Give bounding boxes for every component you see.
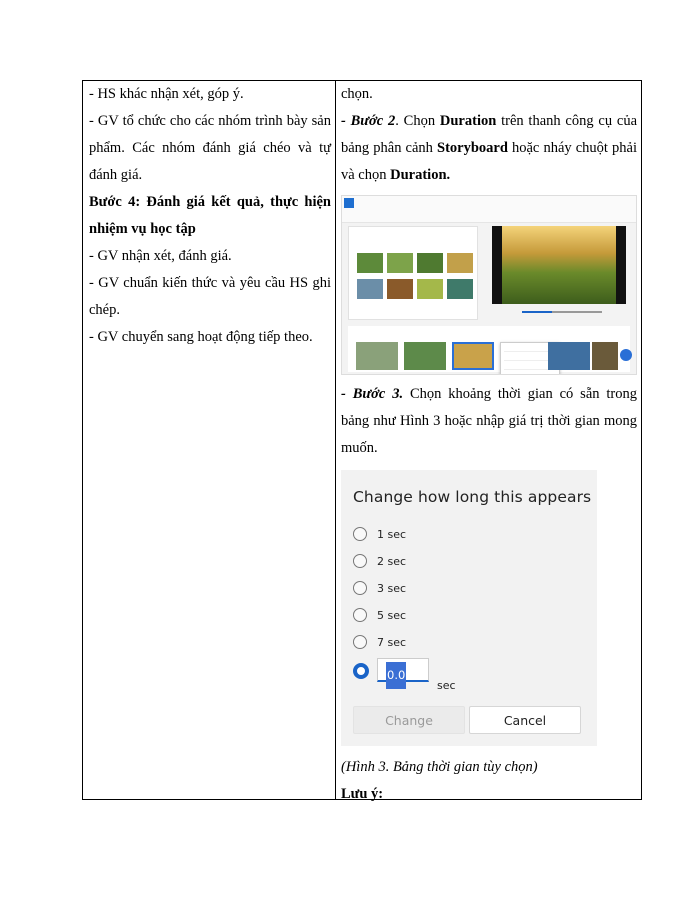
step3-paragraph: - Bước 3. Chọn khoảng thời gian có sẵn trong bảng như Hình 3 hoặc nhập giá trị thời gian mong muốn. [341,386,638,456]
left-line-5: - GV chuyển sang hoạt động tiếp theo. [89,329,313,345]
preview-image [502,226,616,304]
radio-icon[interactable] [353,581,367,595]
left-line-2: - GV tổ chức cho các nhóm trình bày sản phẩm. Các nhóm đánh giá chéo và tự đánh giá. [89,113,331,183]
radio-icon[interactable] [353,527,367,541]
step4-text: Bước 4: Đánh giá kết quả, thực hiện nhiệm vụ học tập [89,194,331,237]
playback-bar [492,308,626,316]
option-label: 5 sec [377,608,407,622]
next-arrow-icon [620,349,632,361]
app-icon [344,198,354,208]
custom-duration-value: 0.0 [386,662,406,689]
storyboard-card-selected [452,342,494,370]
step2-label: - Bước 2 [341,113,396,129]
library-thumb [387,253,413,273]
custom-radio-selected-icon[interactable] [353,663,369,679]
storyboard-card [592,342,618,370]
content-table [82,80,642,800]
library-thumb [417,253,443,273]
unit-label: sec [437,679,456,692]
option-label: 2 sec [377,554,407,568]
step3-label: - Bước 3. [341,386,404,402]
option-label: 1 sec [377,527,407,541]
option-7-sec[interactable] [353,632,406,652]
left-line-1: - HS khác nhận xét, góp ý. [89,86,244,102]
note-heading: Lưu ý: [341,786,384,802]
library-thumb [387,279,413,299]
library-thumb [447,253,473,273]
step4-heading [89,189,331,243]
option-3-sec[interactable] [353,578,406,598]
library-thumb [357,253,383,273]
radio-icon[interactable] [353,608,367,622]
option-label: 3 sec [377,581,407,595]
option-5-sec[interactable] [353,605,406,625]
column-divider [335,81,336,799]
right-column [341,81,637,808]
right-line-0: chọn. [341,86,373,102]
left-line-4: - GV chuẩn kiến thức và yêu cầu HS ghi chép. [89,275,331,318]
app-title-bar [342,196,636,223]
option-2-sec[interactable] [353,551,406,571]
option-1-sec[interactable] [353,524,406,544]
step2-paragraph: - Bước 2. Chọn Duration trên thanh công cụ của bảng phân cảnh Storyboard hoặc nháy chuột phải và chọn Duration. [341,113,638,183]
library-thumb [357,279,383,299]
duration-dialog [341,470,597,746]
radio-icon[interactable] [353,554,367,568]
library-thumb [417,279,443,299]
storyboard-card [404,342,446,370]
left-column [89,81,331,351]
library-thumb [447,279,473,299]
change-button[interactable]: Change [353,706,465,734]
figure-caption: (Hình 3. Bảng thời gian tùy chọn) [341,759,538,775]
option-label: 7 sec [377,635,407,649]
preview-pane [492,226,626,304]
radio-icon[interactable] [353,635,367,649]
photos-app-screenshot [341,195,637,375]
storyboard-card [356,342,398,370]
project-library-panel [348,226,478,320]
cancel-button[interactable]: Cancel [469,706,581,734]
dialog-title: Change how long this appears [353,488,592,506]
left-line-3: - GV nhận xét, đánh giá. [89,248,232,264]
storyboard-card [548,342,590,370]
custom-duration-input[interactable] [377,658,429,682]
